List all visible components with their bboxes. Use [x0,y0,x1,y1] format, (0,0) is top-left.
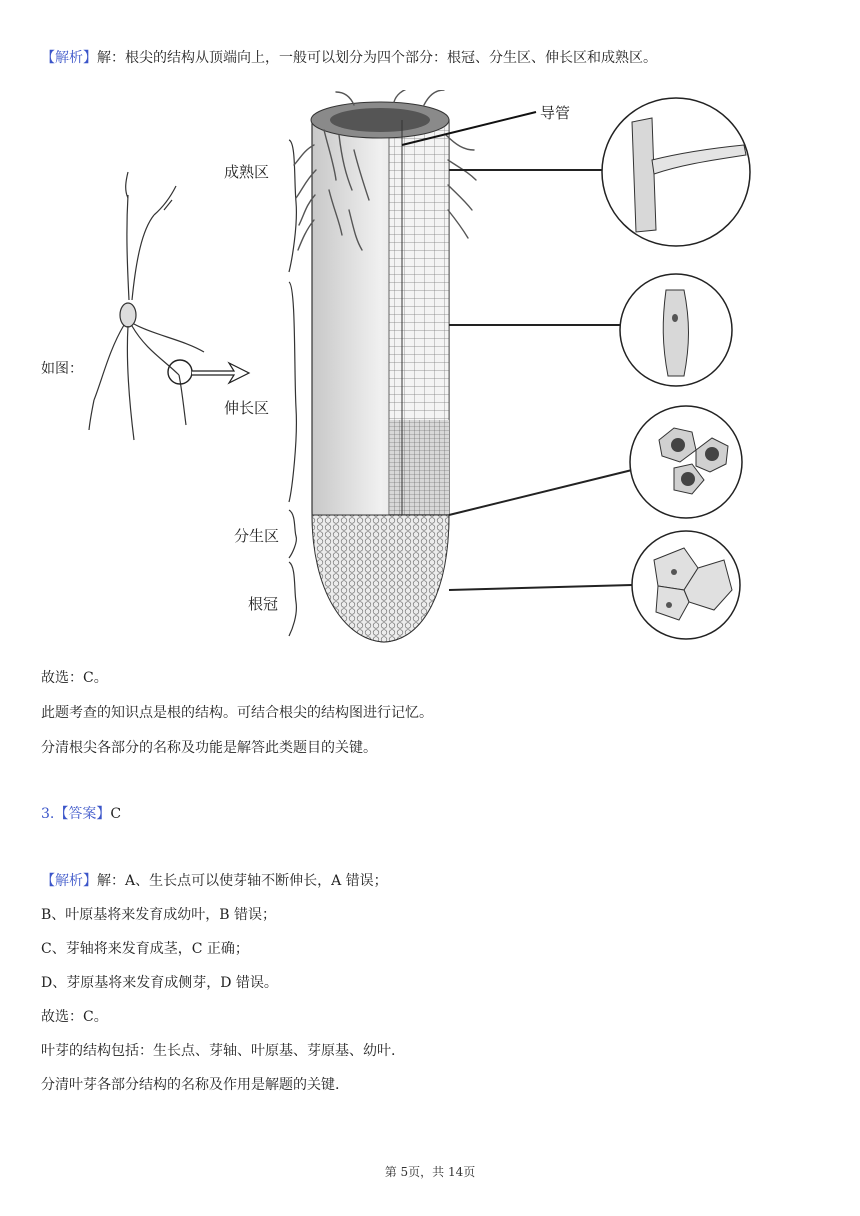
summary-line-1: 叶芽的结构包括：生长点、芽轴、叶原基、芽原基、幼叶. [41,1043,396,1059]
analysis-text-2: 解：A、生长点可以使芽轴不断伸长，A 错误； [97,873,388,889]
analysis-tag-2: 【解析】 [41,873,97,889]
zone-brackets [289,140,296,636]
explanation-line-1: 此题考查的知识点是根的结构。可结合根尖的结构图进行记忆。 [41,705,433,721]
choice-line-2: 故选：C。 [41,1009,108,1025]
zone-label-root-cap: 根冠 [248,595,279,613]
vessel-label: 导管 [540,104,571,122]
page-footer: 第 5页，共 14页 [384,1165,476,1179]
option-c-line: C、芽轴将来发育成茎，C 正确； [41,941,249,957]
analysis-line-1 [41,49,657,67]
zone-label-maturation: 成熟区 [224,163,270,181]
magnify-arrow [192,363,249,383]
magnified-elongation-cell [620,274,732,386]
question-number: 3. [41,806,55,822]
magnified-meristem-cells [630,406,742,518]
root-tip-diagram [84,90,760,646]
explanation-line-2: 分清根尖各部分的名称及功能是解答此类题目的关键。 [41,740,377,756]
analysis-text: 解：根尖的结构从顶端向上，一般可以划分为四个部分：根冠、分生区、伸长区和成熟区。 [97,50,657,66]
summary-line-2: 分清叶芽各部分结构的名称及作用是解题的关键. [41,1077,340,1093]
magnified-root-cap-cells [632,531,740,639]
zone-label-meristem: 分生区 [234,527,280,545]
answer-value: C [110,806,122,822]
choice-line: 故选：C。 [41,670,108,686]
figure-intro: 如图： [41,361,83,377]
option-d-line: D、芽原基将来发育成侧芽，D 错误。 [41,975,278,991]
magnified-root-hair-cell [602,98,750,246]
option-b-line: B、叶原基将来发育成幼叶，B 错误； [41,907,277,923]
answer-tag: 【答案】 [54,806,111,822]
zone-label-elongation: 伸长区 [224,399,270,417]
analysis-tag: 【解析】 [41,50,97,66]
cell-pointers [449,170,632,590]
question-3-answer [41,805,121,823]
seedling-drawing [89,172,204,440]
analysis-line-2 [41,872,388,890]
root-tip-body [311,102,449,642]
